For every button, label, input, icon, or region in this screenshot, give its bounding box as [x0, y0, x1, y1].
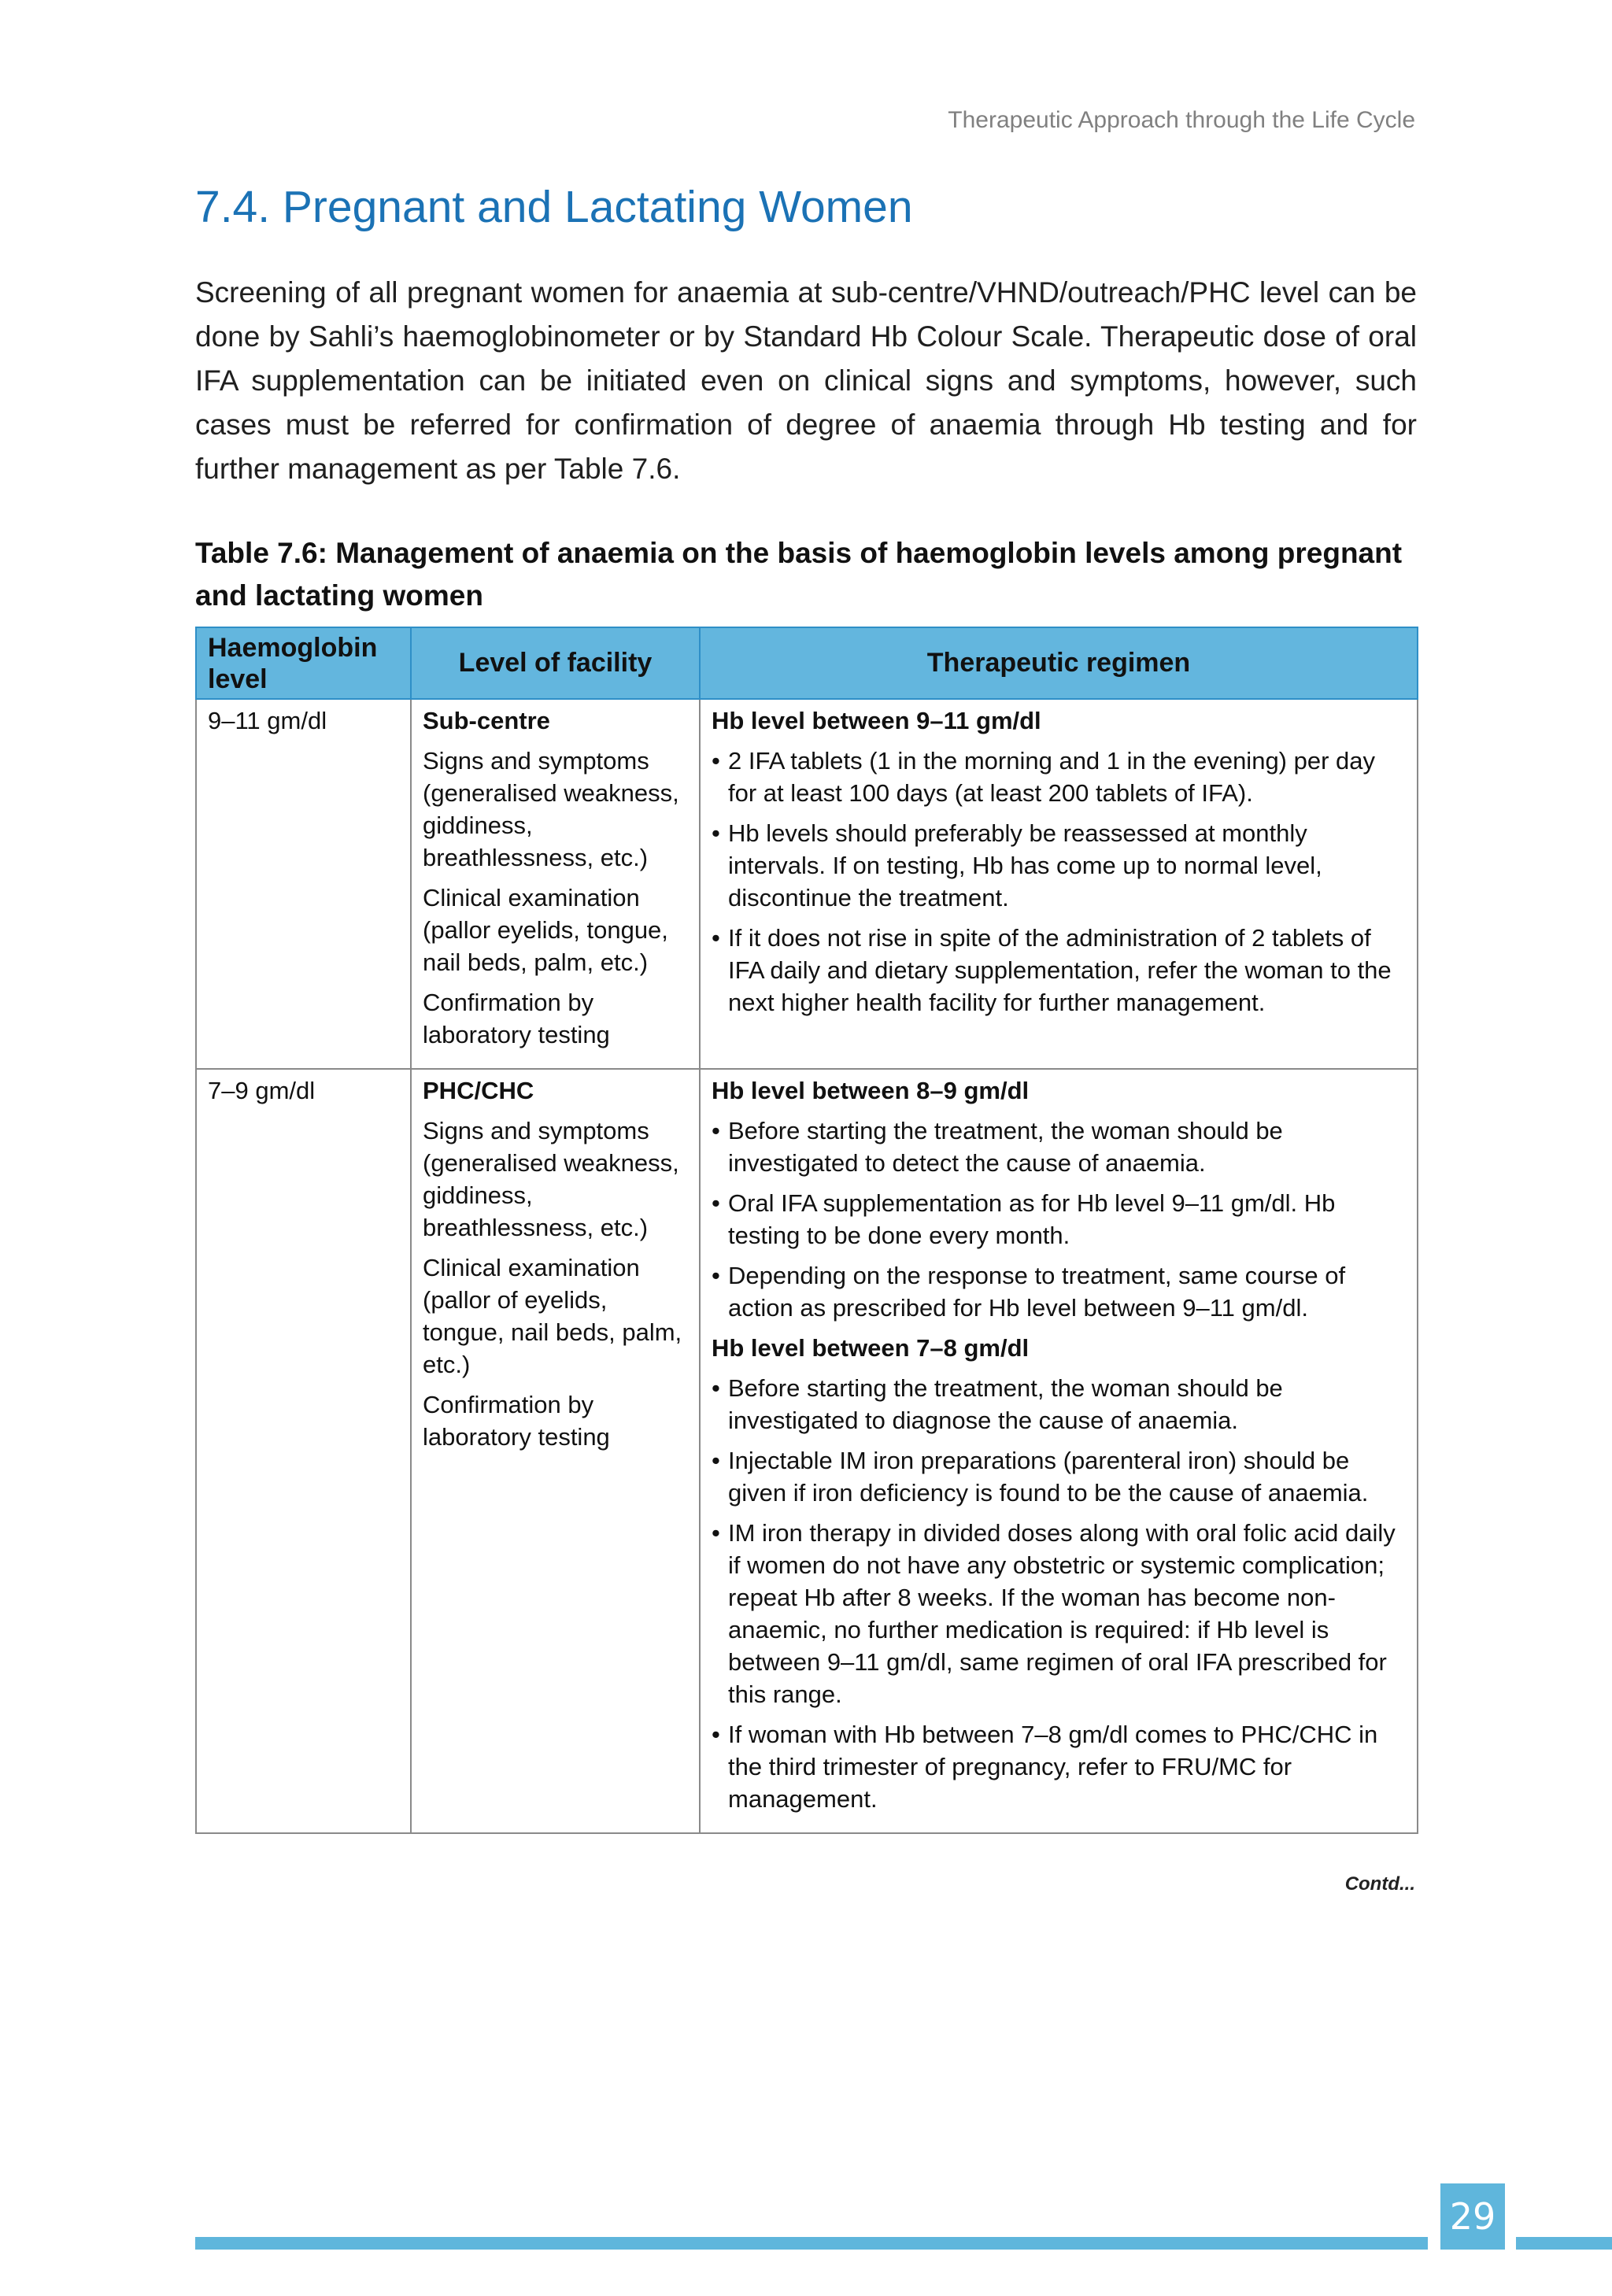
hb-level-cell: 9–11 gm/dl — [196, 699, 411, 1069]
facility-title: Sub-centre — [423, 707, 550, 734]
regimen-heading: Hb level between 7–8 gm/dl — [712, 1334, 1030, 1362]
hb-level-cell: 7–9 gm/dl — [196, 1069, 411, 1833]
table-header-row — [196, 627, 1418, 699]
header-hb-level: Haemoglobin level — [196, 627, 411, 699]
table-caption: Table 7.6: Management of anaemia on the basis of haemoglobin levels among pregnant and lactating women — [195, 537, 1403, 612]
regimen-bullet: • Before starting the treatment, the woman should be investigated to detect the cause of anaemia. — [712, 1115, 1406, 1179]
regimen-bullet: • If it does not rise in spite of the administration of 2 tablets of IFA daily and dietary supplementation, refer the woman to the next higher health facility for further management. — [712, 922, 1406, 1019]
facility-cell — [411, 699, 700, 1069]
table-row — [196, 699, 1418, 1069]
regimen-bullet: • Hb levels should preferably be reassessed at monthly intervals. If on testing, Hb has come up to normal level, discontinue the treatment. — [712, 817, 1406, 914]
facility-item: Clinical examination (pallor of eyelids, tongue, nail beds, palm, etc.) — [423, 1254, 682, 1378]
intro-paragraph: Screening of all pregnant women for anaemia at sub-centre/VHND/outreach/PHC level can be done by Sahli’s haemoglobinometer or by Standard Hb Colour Scale. Therapeutic dose of oral IFA supplementation can be initiated even on clinical signs and symptoms, however, such cases must be referred for confirmation of degree of anaemia through Hb testing and for further management as per Table 7.6. — [195, 276, 1417, 485]
regimen-bullet: • 2 IFA tablets (1 in the morning and 1 in the evening) per day for at least 100 days (at least 200 tablets of IFA). — [712, 745, 1406, 809]
facility-item: Clinical examination (pallor eyelids, tongue, nail beds, palm, etc.) — [423, 884, 668, 976]
facility-item: Signs and symptoms (generalised weakness, giddiness, breathlessness, etc.) — [423, 747, 679, 871]
regimen-cell — [700, 699, 1418, 1069]
facility-item: Confirmation by laboratory testing — [423, 989, 610, 1048]
table-row — [196, 1069, 1418, 1833]
regimen-bullet: • Injectable IM iron preparations (parenteral iron) should be given if iron deficiency is found to be the cause of anaemia. — [712, 1444, 1406, 1509]
regimen-cell — [700, 1069, 1418, 1833]
regimen-bullet: • IM iron therapy in divided doses along with oral folic acid daily if women do not have any obstetric or systemic complication; repeat Hb after 8 weeks. If the woman has become non-anaemic, no further medication is required: if Hb level is between 9–11 gm/dl, same regimen of oral IFA prescribed for this range. — [712, 1517, 1406, 1710]
regimen-bullet: • If woman with Hb between 7–8 gm/dl comes to PHC/CHC in the third trimester of pregnancy, refer to FRU/MC for management. — [712, 1718, 1406, 1815]
running-header: Therapeutic Approach through the Life Cycle — [948, 107, 1415, 133]
continued-note: Contd... — [1344, 1873, 1415, 1895]
footer-bar — [195, 2237, 1428, 2250]
section-title: 7.4. Pregnant and Lactating Women — [195, 182, 913, 232]
facility-item: Signs and symptoms (generalised weakness, giddiness, breathlessness, etc.) — [423, 1117, 679, 1241]
facility-item: Confirmation by laboratory testing — [423, 1391, 610, 1451]
header-level-of-facility: Level of facility — [411, 627, 700, 699]
footer-bar-end — [1516, 2237, 1612, 2250]
header-therapeutic-regimen: Therapeutic regimen — [700, 627, 1418, 699]
regimen-heading: Hb level between 9–11 gm/dl — [712, 707, 1041, 734]
regimen-bullet: • Oral IFA supplementation as for Hb level 9–11 gm/dl. Hb testing to be done every month. — [712, 1187, 1406, 1252]
facility-title: PHC/CHC — [423, 1077, 534, 1104]
facility-cell — [411, 1069, 700, 1833]
regimen-bullet: • Before starting the treatment, the woman should be investigated to diagnose the cause of anaemia. — [712, 1372, 1406, 1436]
regimen-heading: Hb level between 8–9 gm/dl — [712, 1077, 1030, 1104]
page-number: 29 — [1440, 2183, 1505, 2250]
anaemia-management-table — [195, 627, 1418, 1834]
regimen-bullet: • Depending on the response to treatment, same course of action as prescribed for Hb level between 9–11 gm/dl. — [712, 1259, 1406, 1324]
